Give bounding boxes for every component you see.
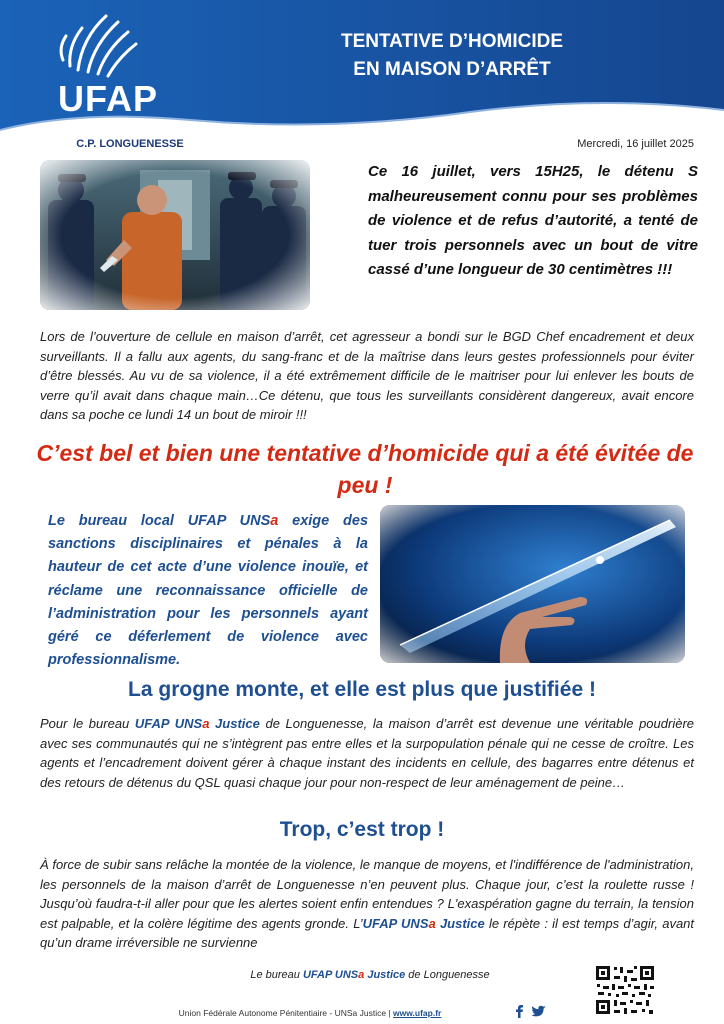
document-date: Mercredi, 16 juillet 2025 xyxy=(577,138,694,150)
signature xyxy=(100,969,640,981)
qr-code[interactable] xyxy=(594,964,656,1016)
situation-paragraph xyxy=(40,714,694,792)
p2-org-accent: a xyxy=(202,716,210,731)
sig-org-accent: a xyxy=(358,969,365,981)
footer xyxy=(120,1008,500,1018)
section-heading-trop: Trop, c’est trop ! xyxy=(279,818,445,841)
twitter-icon[interactable] xyxy=(532,1006,547,1017)
p2-before: Pour le bureau xyxy=(40,716,135,731)
header-banner xyxy=(0,0,724,150)
ufap-logo-flame-icon xyxy=(48,8,168,80)
footer-text: Union Fédérale Autonome Pénitentiaire - UNSa Justice | xyxy=(178,1008,394,1018)
sig-before: Le bureau xyxy=(250,969,303,981)
sig-after: de Longuenesse xyxy=(405,969,490,981)
p3-after: le répète : il est temps d’agir, avant qu’un drame irréversible ne survienne xyxy=(40,915,695,950)
page-title xyxy=(300,28,604,84)
p3-org-accent: a xyxy=(428,915,436,931)
title-line-2: EN MAISON D’ARRÊT xyxy=(353,59,551,80)
logo-text: UFAP xyxy=(57,78,158,119)
union-demand-paragraph xyxy=(48,510,368,672)
glass-shard-image xyxy=(380,505,685,663)
footer-website-link[interactable]: www.ufap.fr xyxy=(393,1008,442,1018)
p2-after: de Longuenesse, la maison d’arrêt est devenue une véritable poudrière avec ses communautés qui ne s’intègrent pas entre elles et la surpopulation pénale qui ne cesse de croître. Les agents et l’encadrement doivent gérer à chaque instant des incidents en cellule, des bagarres entre détenus et des retours de détenus du QSL quasi chaque jour pour non-respect de leur aménagement de peine… xyxy=(40,716,695,790)
demand-prefix: Le bureau local UFAP UNS xyxy=(48,513,271,529)
conclusion-paragraph xyxy=(40,855,694,953)
establishment-label: C.P. LONGUENESSE xyxy=(76,138,184,150)
demand-rest: exige des sanctions disciplinaires et pénales à la hauteur de cet acte d’une violence inouïe, et réclame une reconnaissance officielle de l’administration pour les personnels ayant géré ce déferlement de violence avec professionnalisme. xyxy=(48,513,369,669)
lead-paragraph: Ce 16 juillet, vers 15H25, le détenu S malheureusement connu pour ses problèmes de violence et de refus d’autorité, a tenté de tuer trois personnels avec un bout de vitre cassé d’une longueur de 30 centimètres !!! xyxy=(368,163,698,278)
p3-org-suffix: Justice xyxy=(435,915,485,931)
sig-org-suffix: Justice xyxy=(364,969,406,981)
p2-org-suffix: Justice xyxy=(209,716,260,731)
demand-accent: a xyxy=(270,513,279,529)
social-icons xyxy=(513,1004,547,1018)
prison-scene-image xyxy=(40,160,310,310)
logo-subtitle: UNSa Justice xyxy=(79,118,137,128)
incident-paragraph: Lors de l’ouverture de cellule en maison d’arrêt, cet agresseur a bondi sur le BGD Chef encadrement et deux surveillants. Il a fallu aux agents, du sang-franc et de la maîtrise dans leurs gestes professionnels pour éviter d’être blessés. Au vu de sa violence, il a été extrêmement difficile de le maitriser pour lui enlever les bouts de verre qu’il avait dans chaque main…Ce détenu, que tous les surveillants considèrent dangereux, avait encore dans sa poche ce lundi 14 un bout de miroir !!! xyxy=(40,329,694,422)
alert-headline: C’est bel et bien une tentative d’homicide qui a été évitée de peu ! xyxy=(36,440,694,498)
ufap-logo xyxy=(48,8,168,126)
p2-org-prefix: UFAP UNS xyxy=(134,716,203,731)
title-line-1: TENTATIVE D’HOMICIDE xyxy=(340,31,564,52)
facebook-icon[interactable] xyxy=(516,1005,523,1018)
p3-org-prefix: UFAP UNS xyxy=(362,915,429,931)
section-heading-grogne: La grogne monte, et elle est plus que justifiée ! xyxy=(128,678,596,701)
p3-before: À force de subir sans relâche la montée de la violence, le manque de moyens, et l'indifférence de l'administration, les personnels de la maison d’arrêt de Longuenesse n’en peuvent plus. Chaque jour, c’est la roulette russe ! Jusqu’où faudra-t-il aller pour que les alertes soient enfin entendues ? L'exaspération gagne du terrain, la tension est palpable, et la colère légitime des agents gronde. L’ xyxy=(40,857,694,931)
sig-org-prefix: UFAP UNS xyxy=(302,969,359,981)
